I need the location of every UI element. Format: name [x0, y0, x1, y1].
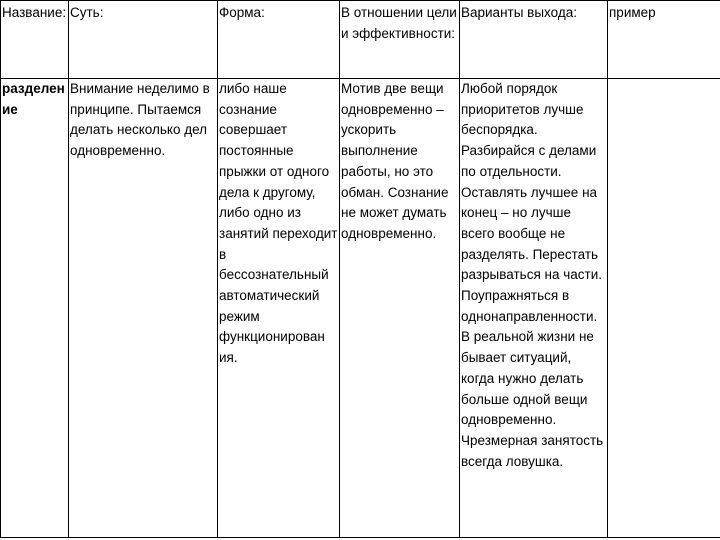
header-example: пример — [608, 1, 720, 79]
header-form: Форма: — [218, 1, 340, 79]
cell-essence: Внимание неделимо в принципе. Пытаемся делать несколько дел одновременно. — [69, 79, 218, 538]
header-name: Название: — [1, 1, 69, 79]
cell-example — [608, 79, 720, 538]
table-header-row — [1, 1, 720, 79]
header-goal-efficiency: В отношении цели и эффективности: — [340, 1, 460, 79]
header-essence: Суть: — [69, 1, 218, 79]
cell-name: разделен ие — [1, 79, 69, 538]
header-exit-options: Варианты выхода: — [460, 1, 608, 79]
cell-form: либо наше сознание совершает постоянные прыжки от одного дела к другому, либо одно из занятий переходит в бессознательный автоматический режим функционирован ия. — [218, 79, 340, 538]
cell-goal-efficiency: Мотив две вещи одновременно – ускорить выполнение работы, но это обман. Сознание не может думать одновременно. — [340, 79, 460, 538]
table-row — [1, 79, 720, 538]
cell-exit-options: Любой порядок приоритетов лучше беспорядка. Разбирайся с делами по отдельности. Оставлять лучшее на конец – но лучше всего вообще не разделять. Перестать разрываться на части. Поупражняться в однонаправленности. В реальной жизни не бывает ситуаций, когда нужно делать больше одной вещи одновременно. Чрезмерная занятость всегда ловушка. — [460, 79, 608, 538]
